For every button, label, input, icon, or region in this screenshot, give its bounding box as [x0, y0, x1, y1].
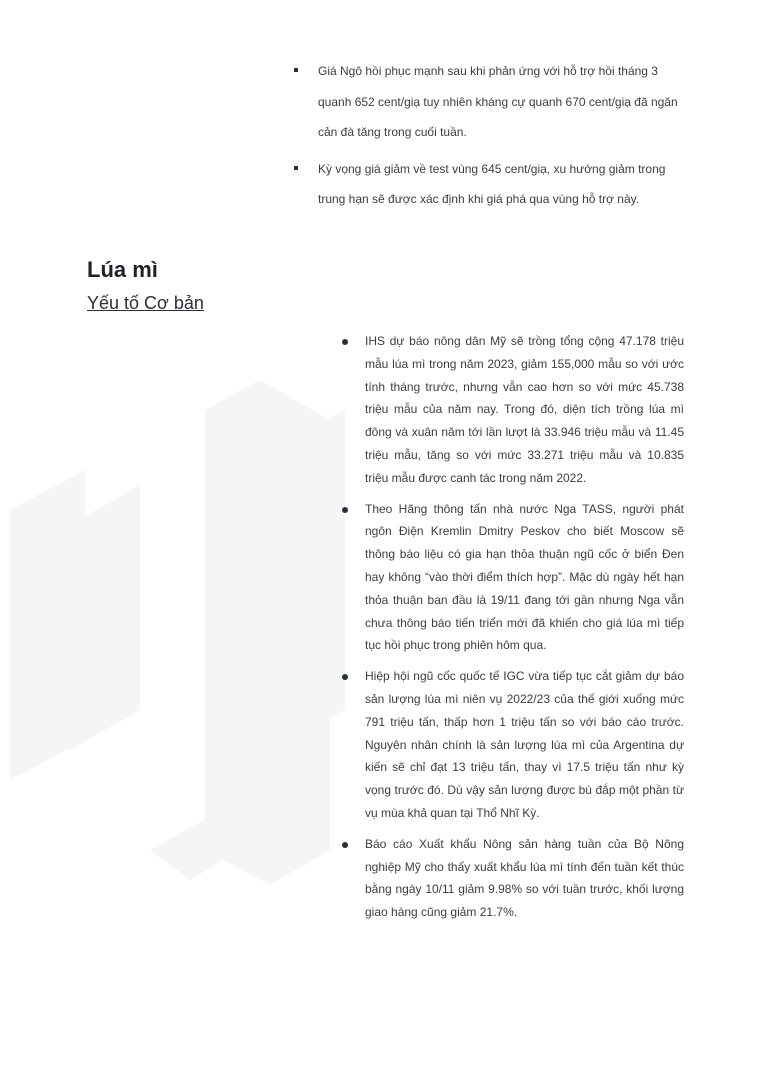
fundamentals-bullet-list	[338, 330, 684, 932]
section-subtitle: Yếu tố Cơ bản	[87, 293, 204, 313]
top-bullet-list	[290, 56, 685, 221]
bullet-text: Kỳ vọng giá giảm về test vùng 645 cent/giạ, xu hướng giảm trong trung hạn sẽ được xác định khi giá phá qua vùng hỗ trợ này.	[318, 161, 666, 206]
bullet-text: Theo Hãng thông tấn nhà nước Nga TASS, người phát ngôn Điện Kremlin Dmitry Peskov cho biết Moscow sẽ thông báo liệu có gia hạn thỏa thuận ngũ cốc ở biển Đen hay không “vào thời điểm thích hợp”. Mặc dù ngày hết hạn thỏa thuận ban đầu là 19/11 đang tới gần nhưng Nga vẫn chưa thông báo tiến triển mới đã khiến cho giá lúa mì tiếp tục hồi phục trong phiên hôm qua.	[365, 501, 684, 653]
list-item	[338, 665, 684, 825]
bullet-text: Giá Ngô hồi phục mạnh sau khi phản ứng với hỗ trợ hồi tháng 3 quanh 652 cent/giạ tuy nhiên kháng cự quanh 670 cent/giạ đã ngăn cản đà tăng trong cuối tuần.	[318, 64, 678, 139]
round-bullet-icon	[342, 339, 348, 345]
bullet-text: IHS dự báo nông dân Mỹ sẽ trồng tổng cộng 47.178 triệu mẫu lúa mì trong năm 2023, giảm 155,000 mẫu so với ước tính tháng trước, nhưng vẫn cao hơn so với mức 45.738 triệu mẫu của năm nay. Trong đó, diện tích trồng lúa mì đông và xuân năm tới lần lượt là 33.946 triệu mẫu và 11.45 triệu mẫu, tăng so với mức 33.271 triệu mẫu và 10.835 triệu mẫu được canh tác trong năm 2022.	[365, 334, 684, 485]
list-item	[338, 330, 684, 490]
round-bullet-icon	[342, 674, 348, 680]
list-item	[290, 154, 685, 215]
list-item	[338, 498, 684, 658]
list-item	[338, 833, 684, 924]
square-bullet-icon	[294, 68, 298, 72]
bullet-text: Báo cáo Xuất khẩu Nông sản hàng tuần của Bộ Nông nghiệp Mỹ cho thấy xuất khẩu lúa mì tính đến tuần kết thúc bằng ngày 10/11 giảm 9.98% so với tuần trước, khối lượng giao hàng cũng giảm 21.7%.	[365, 836, 684, 920]
square-bullet-icon	[294, 166, 298, 170]
bullet-text: Hiệp hội ngũ cốc quốc tế IGC vừa tiếp tục cắt giảm dự báo sản lượng lúa mì niên vụ 2022/23 của thế giới xuống mức 791 triệu tấn, thấp hơn 1 triệu tấn so với báo cáo trước. Nguyên nhân chính là sản lượng lúa mì của Argentina dự kiến sẽ chỉ đạt 13 triệu tấn, thay vì 17.5 triệu tấn như kỳ vọng trước đó. Dù vậy sản lượng được bù đắp một phần từ vụ mùa khả quan tại Thổ Nhĩ Kỳ.	[365, 669, 684, 820]
round-bullet-icon	[342, 507, 348, 513]
round-bullet-icon	[342, 842, 348, 848]
section-title: Lúa mì	[87, 257, 158, 282]
list-item	[290, 56, 685, 148]
